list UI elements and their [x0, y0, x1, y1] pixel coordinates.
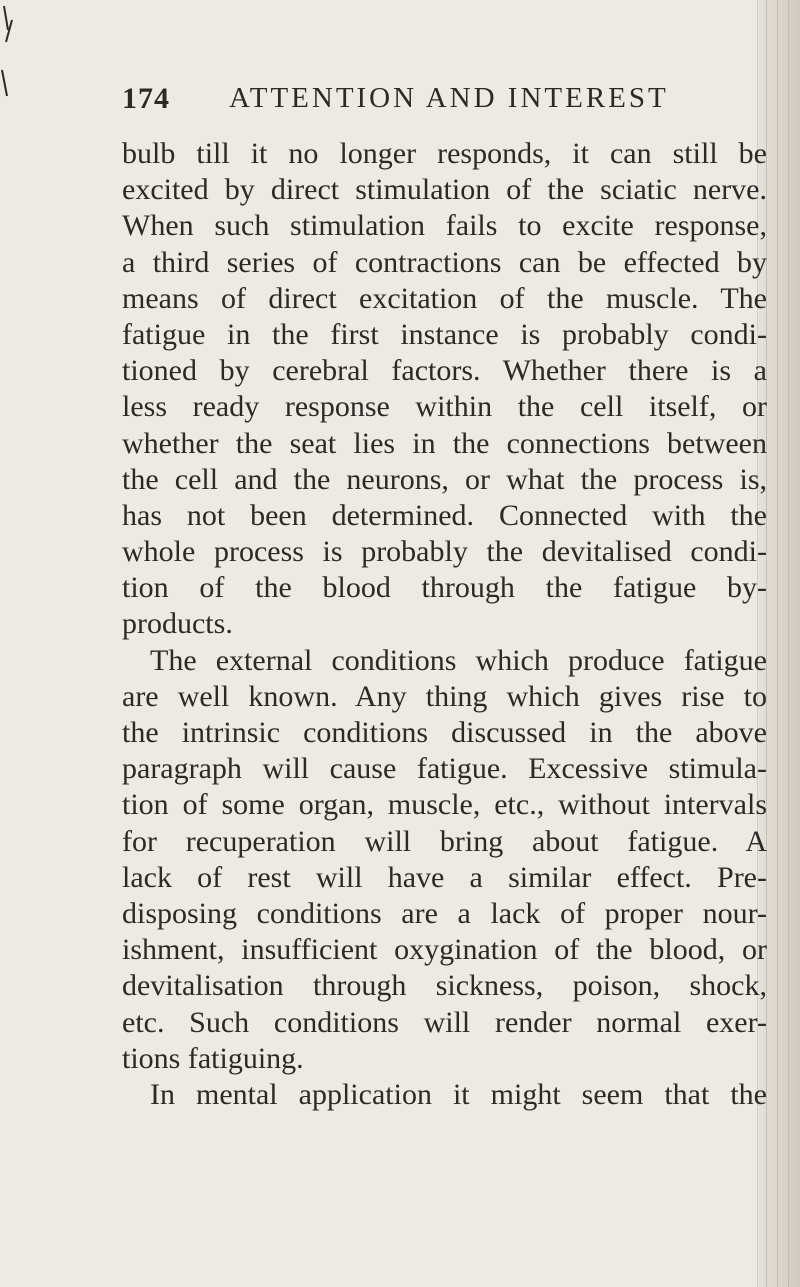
text-line: lack of rest will have a similar effect. Pre-: [122, 860, 767, 894]
page-header: [122, 80, 762, 120]
text-line: bulb till it no longer responds, it can still be: [122, 137, 767, 170]
text-line: has not been determined. Connected with the: [122, 498, 767, 532]
text-line: whole process is probably the devitalised condi-: [122, 535, 767, 569]
corner-mark: [0, 0, 40, 100]
text-line: products.: [122, 607, 233, 641]
text-line: devitalisation through sickness, poison, shock,: [122, 969, 767, 1003]
text-line: for recuperation will bring about fatigue. A: [122, 824, 767, 858]
text-line: fatigue in the first instance is probably condi-: [122, 317, 767, 351]
page-number: 174: [122, 82, 170, 115]
text-line: means of direct excitation of the muscle. The: [122, 281, 767, 315]
text-line: In mental application it might seem that the: [150, 1077, 767, 1111]
text-line: excited by direct stimulation of the sciatic nerve.: [122, 173, 767, 207]
text-line: a third series of contractions can be effected by: [122, 245, 767, 279]
text-line: paragraph will cause fatigue. Excessive stimula-: [122, 752, 767, 786]
running-head: ATTENTION AND INTEREST: [229, 82, 669, 114]
text-line: the intrinsic conditions discussed in the above: [122, 716, 767, 749]
text-line: ishment, insufficient oxygination of the blood, or: [122, 933, 767, 967]
text-line: are well known. Any thing which gives rise to: [122, 679, 767, 713]
body-text: [122, 136, 767, 1113]
text-line: disposing conditions are a lack of proper nour-: [122, 896, 767, 930]
text-line: tions fatiguing.: [122, 1041, 304, 1075]
text-line: When such stimulation fails to excite response,: [122, 209, 767, 243]
text-line: less ready response within the cell itself, or: [122, 390, 767, 424]
text-line: The external conditions which produce fatigue: [150, 643, 767, 677]
text-line: etc. Such conditions will render normal exer-: [122, 1005, 767, 1039]
text-line: tion of some organ, muscle, etc., without intervals: [122, 788, 767, 822]
text-line: tioned by cerebral factors. Whether there is a: [122, 354, 767, 388]
text-line: tion of the blood through the fatigue by-: [122, 571, 767, 605]
text-line: the cell and the neurons, or what the process is,: [122, 462, 767, 496]
text-line: whether the seat lies in the connections between: [122, 426, 767, 460]
